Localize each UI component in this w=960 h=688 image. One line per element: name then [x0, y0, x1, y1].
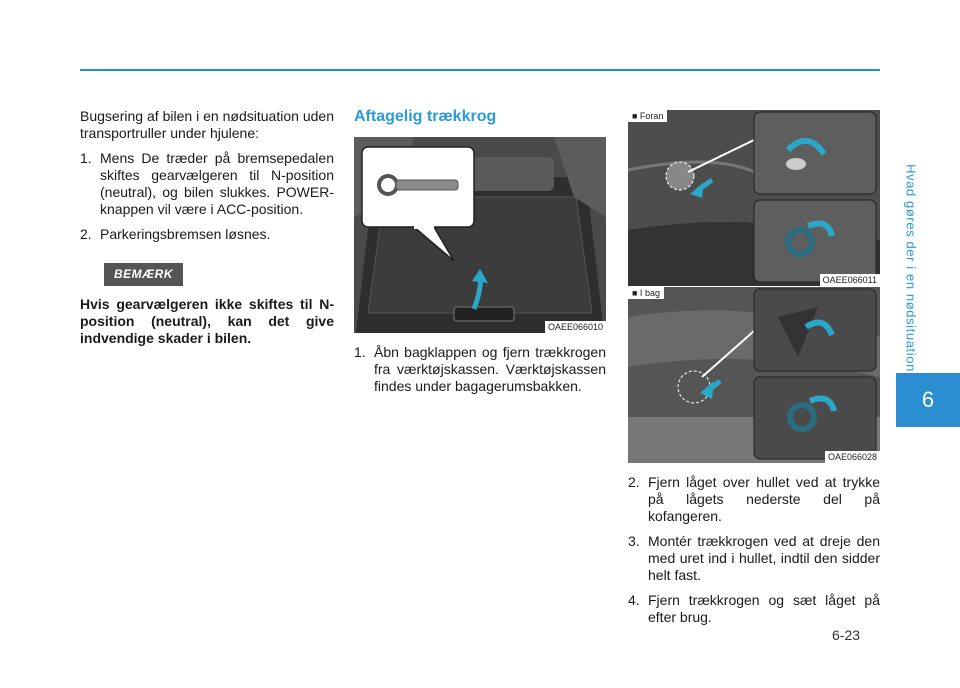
step-text: Fjern trækkrogen og sæt låget på efter brug. — [648, 592, 880, 625]
front-hook-figure — [628, 110, 880, 286]
trunk-illustration — [354, 137, 606, 333]
step-item — [80, 150, 334, 218]
note-text: Hvis gearvælgeren ikke skiftes til N-position (neutral), kan det give indvendige skader i bilen. — [80, 296, 334, 346]
step-item — [628, 474, 880, 525]
step-item — [80, 226, 334, 243]
rear-hook-figure — [628, 287, 880, 463]
header-rule — [80, 69, 880, 71]
page-number: 6-23 — [832, 627, 861, 643]
step-text: Fjern låget over hullet ved at trykke på lågets nederste del på kofangeren. — [648, 474, 880, 524]
column-1 — [80, 108, 334, 347]
intro-text: Bugsering af bilen i en nødsituation uden transportruller under hjulene: — [80, 108, 334, 141]
step-number: 2. — [628, 474, 640, 490]
figure-label-front: ■ Foran — [628, 110, 667, 122]
step-text: Parkeringsbremsen løsnes. — [100, 226, 271, 242]
figure-label-rear: ■ I bag — [628, 287, 664, 299]
step-item — [354, 344, 606, 395]
step-number: 1. — [354, 344, 366, 360]
step-number: 4. — [628, 592, 640, 608]
note-badge: BEMÆRK — [104, 263, 183, 286]
figure-code: OAEE066011 — [820, 274, 880, 286]
step-item — [628, 533, 880, 584]
figure-code: OAEE066010 — [545, 321, 606, 333]
figure-code: OAE066028 — [825, 451, 880, 463]
step-text: Montér trækkrogen ved at dreje den med uret ind i hullet, indtil den sidder helt fast. — [648, 533, 880, 583]
trunk-figure — [354, 137, 606, 333]
step-item — [628, 592, 880, 626]
step-number: 2. — [80, 226, 92, 242]
chapter-tab: 6 — [896, 373, 960, 427]
column-2-steps — [354, 336, 606, 395]
column-3-steps — [628, 466, 880, 626]
section-title: Aftagelig trækkrog — [354, 108, 497, 125]
step-text: Mens De træder på bremsepedalen skiftes gearvælgeren til N-position (neutral), og bilen slukkes. POWER-knappen vil være i ACC-position. — [100, 150, 334, 217]
rear-bumper-illustration — [628, 287, 880, 463]
chapter-title-vertical: Hvad gøres der i en nødsituation — [903, 164, 919, 372]
step-text: Åbn bagklappen og fjern trækkrogen fra værktøjskassen. Værktøjskassen findes under bagagerumsbakken. — [374, 344, 606, 394]
front-bumper-illustration — [628, 110, 880, 286]
step-number: 1. — [80, 150, 92, 166]
step-number: 3. — [628, 533, 640, 549]
